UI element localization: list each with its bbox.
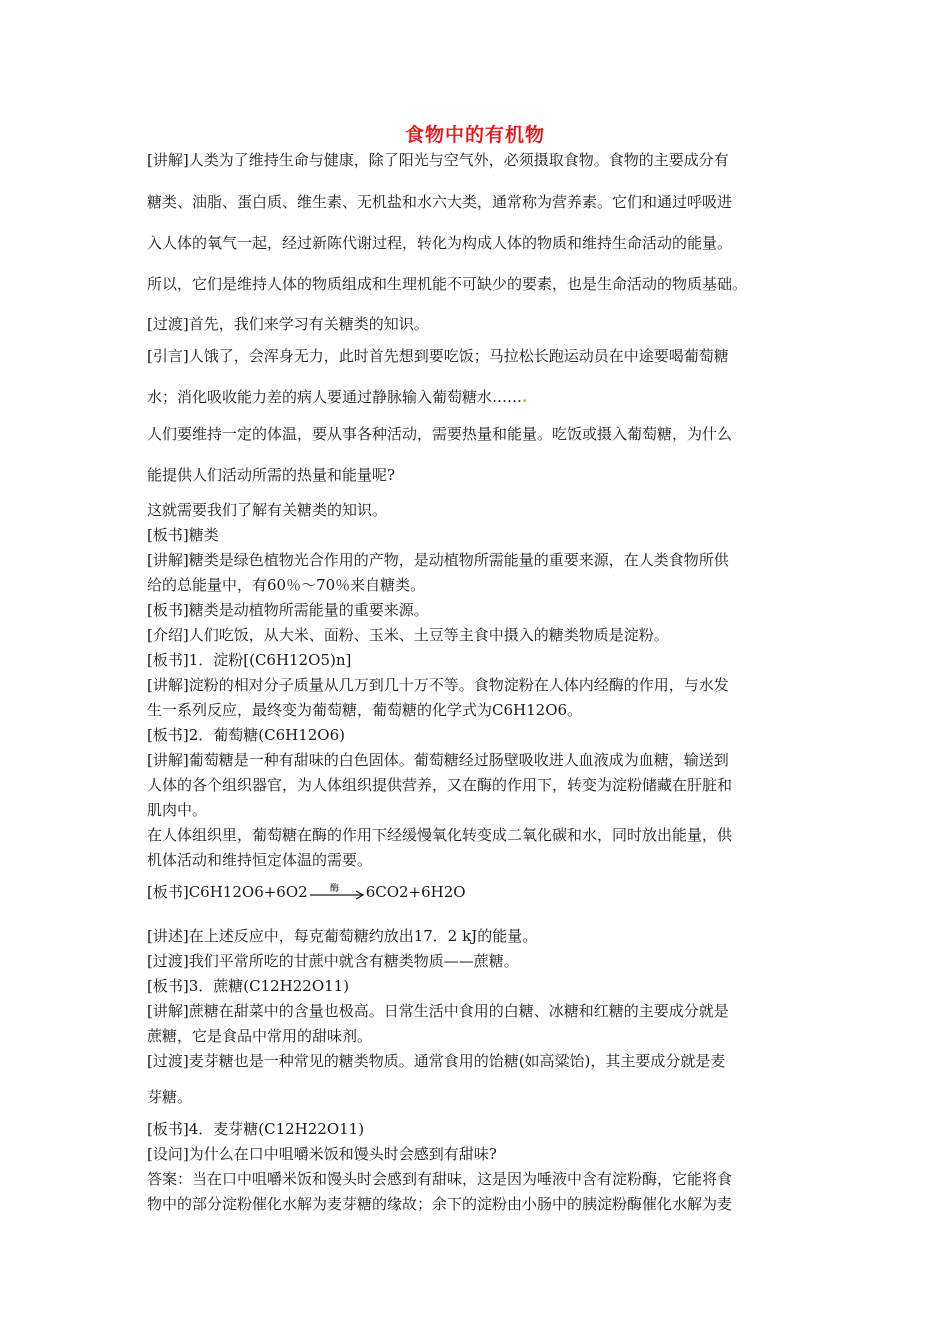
equation-reactants: [板书]C6H12O6+6O2 — [147, 883, 308, 901]
paragraph-line: 所以，它们是维持人体的物质组成和生理机能不可缺少的要素，也是生命活动的物质基础。 — [147, 275, 748, 293]
paragraph-line: [板书]糖类是动植物所需能量的重要来源。 — [147, 601, 429, 619]
paragraph-line: 肌肉中。 — [147, 801, 208, 819]
paragraph-line: [板书]3．蔗糖(C12H22O11) — [147, 977, 350, 995]
paragraph-line: 机体活动和维持恒定体温的需要。 — [147, 851, 373, 869]
paragraph-line: 答案：当在口中咀嚼米饭和馒头时会感到有甜味，这是因为唾液中含有淀粉酶，它能将食 — [147, 1170, 733, 1188]
paragraph-line: [讲解]淀粉的相对分子质量从几万到几十万不等。食物淀粉在人体内经酶的作用，与水发 — [147, 676, 729, 694]
paragraph-line: 在人体组织里，葡萄糖在酶的作用下经缓慢氧化转变成二氧化碳和水，同时放出能量，供 — [147, 826, 733, 844]
paragraph-line: [引言]人饿了，会浑身无力，此时首先想到要吃饭；马拉松长跑运动员在中途要喝葡萄糖 — [147, 347, 729, 365]
paragraph-line: [板书]4．麦芽糖(C12H22O11) — [147, 1120, 365, 1138]
paragraph-line: [过渡]我们平常所吃的甘蔗中就含有糖类物质——蔗糖。 — [147, 952, 519, 970]
equation-products: 6CO2+6H2O — [365, 883, 466, 901]
paragraph-line: 能提供人们活动所需的热量和能量呢? — [147, 466, 396, 484]
edit-mark: . — [522, 388, 528, 406]
paragraph-text: 水；消化吸收能力差的病人要通过静脉输入葡萄糖水…… — [147, 388, 523, 406]
paragraph-line: 人们要维持一定的体温，要从事各种活动，需要热量和能量。吃饭或摄入葡萄糖，为什么 — [147, 425, 733, 443]
reaction-equation — [147, 880, 466, 905]
paragraph-line: 这就需要我们了解有关糖类的知识。 — [147, 501, 388, 519]
document-title: 食物中的有机物 — [404, 124, 545, 146]
paragraph-line: [讲解]葡萄糖是一种有甜味的白色固体。葡萄糖经过肠壁吸收进人血液成为血糖，输送到 — [147, 751, 729, 769]
paragraph-line: [设问]为什么在口中咀嚼米饭和馒头时会感到有甜味? — [147, 1145, 497, 1163]
paragraph-line: [板书]糖类 — [147, 526, 219, 544]
paragraph-line — [147, 385, 819, 410]
paragraph-line: [板书]1．淀粉[(C6H12O5)n] — [147, 651, 352, 669]
reaction-arrow — [308, 883, 366, 903]
paragraph-line: [讲解]糖类是绿色植物光合作用的产物，是动植物所需能量的重要来源，在人类食物所供 — [147, 551, 729, 569]
paragraph-line: 生一系列反应，最终变为葡萄糖，葡萄糖的化学式为C6H12O6。 — [147, 701, 583, 719]
paragraph-line: [板书]2．葡萄糖(C6H12O6) — [147, 726, 345, 744]
paragraph-line: 蔗糖，它是食品中常用的甜味剂。 — [147, 1027, 373, 1045]
paragraph-line: 入人体的氧气一起，经过新陈代谢过程，转化为构成人体的物质和维持生命活动的能量。 — [147, 234, 733, 252]
paragraph-line: 糖类、油脂、蛋白质、维生素、无机盐和水六大类，通常称为营养素。它们和通过呼吸进 — [147, 193, 733, 211]
paragraph-line: [讲解]蔗糖在甜菜中的含量也极高。日常生活中食用的白糖、冰糖和红糖的主要成分就是 — [147, 1002, 729, 1020]
paragraph-line: [讲述]在上述反应中，每克葡萄糖约放出17．2 kJ的能量。 — [147, 927, 538, 945]
catalyst-label: 酶 — [329, 884, 339, 894]
paragraph-line: 给的总能量中，有60％～70％来自糖类。 — [147, 576, 426, 594]
paragraph-line: [讲解]人类为了维持生命与健康，除了阳光与空气外，必须摄取食物。食物的主要成分有 — [147, 151, 729, 169]
paragraph-line: [过渡]首先，我们来学习有关糖类的知识。 — [147, 315, 429, 333]
paragraph-line: [介绍]人们吃饭，从大米、面粉、玉米、土豆等主食中摄入的糖类物质是淀粉。 — [147, 626, 669, 644]
paragraph-line: 芽糖。 — [147, 1088, 193, 1106]
paragraph-line: [过渡]麦芽糖也是一种常见的糖类物质。通常食用的饴糖(如高粱饴)，其主要成分就是麦 — [147, 1052, 726, 1070]
paragraph-line: 人体的各个组织器官，为人体组织提供营养，又在酶的作用下，转变为淀粉储藏在肝脏和 — [147, 776, 733, 794]
paragraph-line: 物中的部分淀粉催化水解为麦芽糖的缘故；余下的淀粉由小肠中的胰淀粉酶催化水解为麦 — [147, 1195, 733, 1213]
